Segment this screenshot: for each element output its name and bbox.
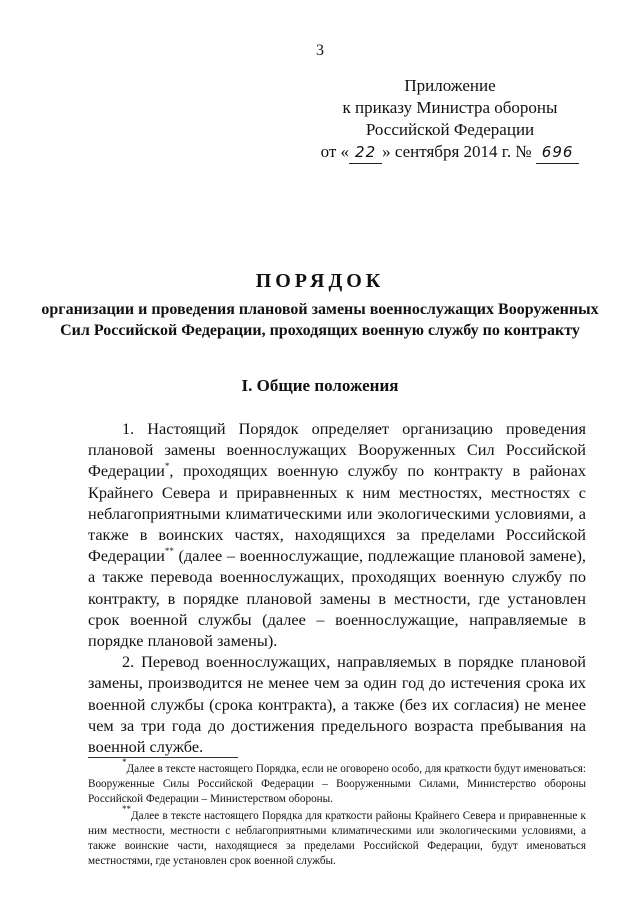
date-middle: » сентября 2014 г. №: [382, 142, 532, 161]
footnotes: [88, 757, 586, 871]
footnote-1: [88, 757, 586, 807]
footnote-ref-2: **: [164, 546, 174, 557]
footnote-1-mark: *: [122, 757, 127, 767]
footnote-2: [88, 804, 586, 869]
paragraph-1-part-1: 1. Настоящий Порядок определяет организацию проведения плановой замены военнослужащих Вооруженных Сил Российской Федерации: [88, 419, 586, 481]
page-number: 3: [316, 42, 324, 59]
appendix-block: [300, 75, 600, 164]
footnote-1-text: Далее в тексте настоящего Порядка, если не оговорено особо, для краткости будут именоваться: Вооруженные Силы Российской Федерации – Вооруженными Силами, Министерство обороны Российской Федерации – Министерством обороны.: [88, 763, 586, 805]
handwritten-day: 22: [349, 141, 382, 164]
handwritten-order-number: 696: [536, 141, 580, 164]
appendix-line-1: Приложение: [404, 76, 496, 95]
body-text: [88, 418, 586, 757]
document-title-block: [40, 270, 600, 341]
paragraph-1-part-2: , проходящих военную службу по контракту в районах Крайнего Севера и приравненных к ним местностях, местностях с неблагоприятными климатическими или экологическими условиями, а также в воинских частях, находящихся за пределами Российской Федерации: [88, 461, 586, 566]
appendix-line-2: к приказу Министра обороны: [342, 98, 558, 117]
appendix-line-3: Российской Федерации: [365, 120, 535, 139]
footnote-ref-1: *: [164, 461, 170, 472]
paragraph-2: 2. Перевод военнослужащих, направляемых в порядке плановой замены, производится не менее чем за один год до истечения срока их военной службы (срока контракта), а также (без их согласия) не менее чем за три года до достижения предельного возраста пребывания на военной службе.: [88, 652, 586, 757]
document-subtitle: организации и проведения плановой замены военнослужащих Вооруженных Сил Российской Федерации, проходящих военную службу по контракту: [41, 301, 599, 339]
paragraph-1: [88, 418, 586, 651]
document-title: ПОРЯДОК: [255, 270, 385, 292]
section-heading: I. Общие положения: [241, 376, 399, 395]
footnote-2-text: Далее в тексте настоящего Порядка для краткости районы Крайнего Севера и приравненные к ним местности, местности с неблагоприятными климатическими или экологическими условиями, а также воинские части, находящиеся за пределами Российской Федерации, будут именоваться местностями, где установлен срок военной службы.: [88, 810, 586, 867]
date-prefix: от «: [320, 142, 350, 161]
appendix-date-line: [300, 141, 600, 164]
footnote-divider: [88, 757, 238, 758]
paragraph-1-part-3: (далее – военнослужащие, подлежащие плановой замене), а также перевода военнослужащих, проходящих военную службу по контракту, в порядке плановой замены в местности, где установлен срок военной службы (далее – военнослужащие, направляемые в порядке плановой замены).: [88, 546, 586, 651]
footnote-2-mark: **: [122, 804, 131, 814]
